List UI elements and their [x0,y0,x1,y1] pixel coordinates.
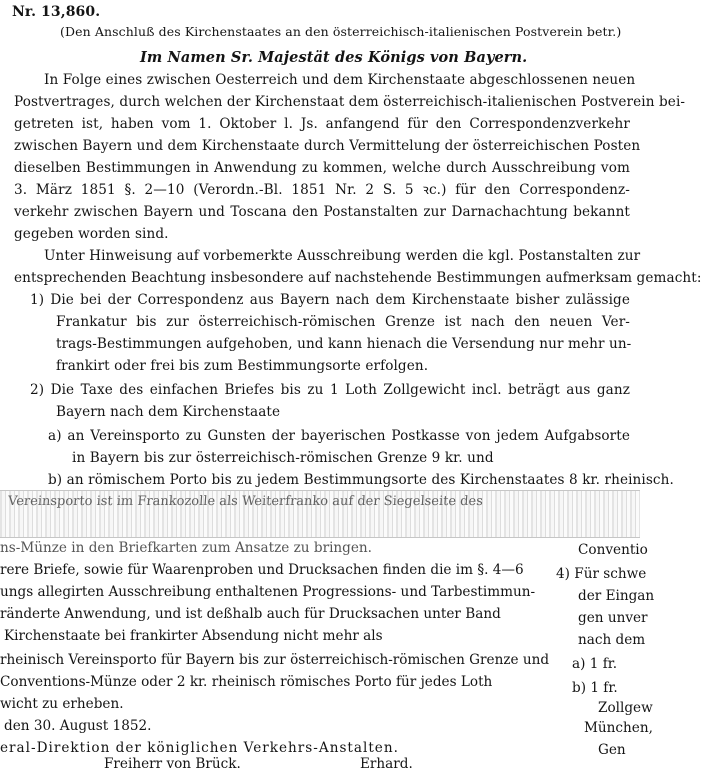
text-line: Zollgew [598,700,653,716]
text-line: Postvertrages, durch welchen der Kirchenstaat dem österreichisch-italienischen Postverein bei- [14,94,686,110]
text-line: entsprechenden Beachtung insbesondere auf nachstehende Bestimmungen aufmerksam gemacht: [14,270,702,286]
date-line: den 30. August 1852. [4,718,152,734]
text-line: Kirchenstaate bei frankirter Absendung nicht mehr als [4,628,383,644]
text-line: 2) Die Taxe des einfachen Briefes bis zu 1 Loth Zollgewicht incl. beträgt aus ganz [30,382,630,398]
text-line: b) an römischem Porto bis zu jedem Bestimmungsorte des Kirchenstaates 8 kr. rheinisch. [48,472,674,488]
text-line: wicht zu erheben. [0,696,124,712]
text-line: ränderte Anwendung, und ist deßhalb auch für Drucksachen unter Band [0,606,501,622]
text-line: b) 1 fr. [572,680,618,696]
text-line: 4) Für schwe [556,566,647,582]
text-line: dieselben Bestimmungen in Anwendung zu kommen, welche durch Ausschreibung vom [14,160,630,176]
text-line: a) an Vereinsporto zu Gunsten der bayerischen Postkasse von jedem Aufgabsorte [48,428,630,444]
decree-title: Im Namen Sr. Majestät des Königs von Bayern. [140,49,528,66]
text-line: Gen [598,742,626,758]
text-line: getreten ist, haben vom 1. Oktober l. Js. anfangend für den Correspondenzverkehr [14,116,630,132]
text-line: rheinisch Vereinsporto für Bayern bis zur österreichisch-römischen Grenze und [0,652,550,668]
decree-number: Nr. 13,860. [12,4,101,20]
text-line: verkehr zwischen Bayern und Toscana den Postanstalten zur Darnachachtung bekannt [14,204,630,220]
text-line: Bayern nach dem Kirchenstaate [56,404,281,420]
decree-subtitle: (Den Anschluß des Kirchenstaates an den österreichisch-italienischen Postverein betr.) [60,24,622,39]
authority-line: eral-Direktion der königlichen Verkehrs-Anstalten. [0,740,399,756]
signature-right: Erhard. [360,756,413,772]
text-line: ns-Münze in den Briefkarten zum Ansatze zu bringen. [0,540,372,556]
text-line: Conventio [578,542,648,558]
text-line: Unter Hinweisung auf vorbemerkte Ausschreibung werden die kgl. Postanstalten zur [44,248,641,264]
text-line: Frankatur bis zur österreichisch-römischen Grenze ist nach den neuen Ver- [56,314,630,330]
text-line: trags-Bestimmungen aufgehoben, und kann hienach die Versendung nur mehr un- [56,336,632,352]
text-line: München, [584,720,653,736]
text-line: rere Briefe, sowie für Waarenproben und Drucksachen finden die im §. 4—6 [0,562,524,578]
text-line: der Eingan [578,588,655,604]
text-line: gegeben worden sind. [14,226,169,242]
torn-text-line: Vereinsporto ist im Frankozolle als Weiterfranko auf der Siegelseite des [7,494,484,509]
text-line: 1) Die bei der Correspondenz aus Bayern nach dem Kirchenstaate bisher zulässige [30,292,630,308]
text-line: in Bayern bis zur österreichisch-römischen Grenze 9 kr. und [72,450,494,466]
text-line: ungs allegirten Ausschreibung enthaltenen Progressions- und Tarbestimmun- [0,584,536,600]
text-line: 3. März 1851 §. 2—10 (Verordn.-Bl. 1851 Nr. 2 S. 5 ꝛc.) für den Correspondenz- [14,182,630,198]
text-line: zwischen Bayern und dem Kirchenstaate durch Vermittelung der österreichischen Posten [14,138,641,154]
signature-left: Freiherr von Brück. [104,756,241,772]
text-line: gen unver [578,610,648,626]
text-line: Conventions-Münze oder 2 kr. rheinisch römisches Porto für jedes Loth [0,674,493,690]
text-line: nach dem [578,632,646,648]
text-line: a) 1 fr. [572,656,618,672]
text-line: frankirt oder frei bis zum Bestimmungsorte erfolgen. [56,358,429,374]
text-line: In Folge eines zwischen Oesterreich und dem Kirchenstaate abgeschlossenen neuen [44,72,636,88]
